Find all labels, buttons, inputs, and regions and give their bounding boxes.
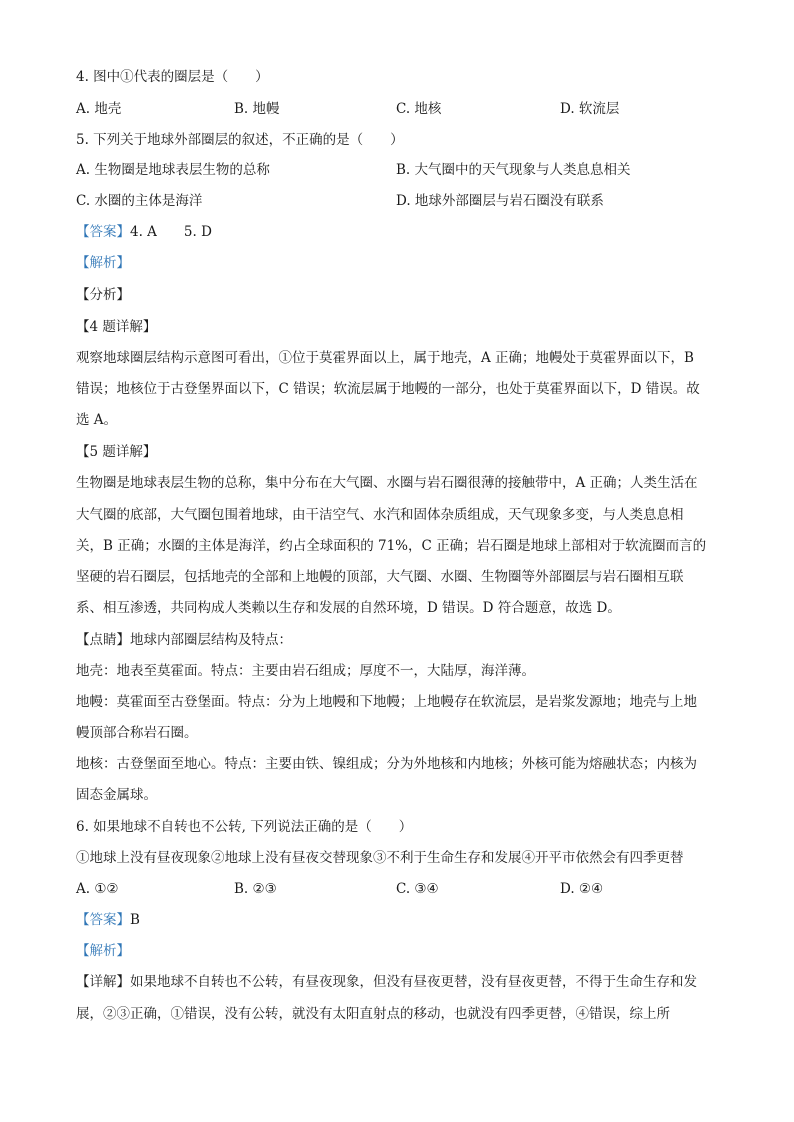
q6-option-a: A. ①② (76, 881, 119, 897)
q5-option-b: B. 大气圈中的天气现象与人类息息相关 (396, 162, 631, 178)
answer-4-5 (76, 222, 726, 242)
q6-option-c: C. ③④ (396, 881, 439, 897)
q5-option-d: D. 地球外部圈层与岩石圈没有联系 (396, 193, 604, 209)
detail-4-title: 【4 题详解】 (76, 319, 157, 335)
jiexi-heading: 【解析】 (76, 255, 130, 271)
q4-option-c: C. 地核 (396, 101, 442, 117)
detail-5-title: 【5 题详解】 (76, 444, 157, 460)
answer-text: B (130, 912, 140, 928)
q6-option-d: D. ②④ (560, 881, 604, 897)
jiexi-heading: 【解析】 (76, 943, 130, 959)
detail-5-line: 系、相互渗透，共同构成人类赖以生存和发展的自然环境，D 错误。D 符合题意，故选 D。 (76, 600, 621, 616)
q5-option-a: A. 生物圈是地球表层生物的总称 (76, 162, 270, 178)
detail-5-line: 大气圈的底部，大气圈包围着地球，由干洁空气、水汽和固体杂质组成，天气现象多变，与人类息息相 (76, 507, 684, 523)
dianjing-line: 固态金属球。 (76, 787, 157, 803)
question-4-stem: 4. 图中①代表的圈层是（ ） (76, 69, 269, 85)
dianjing-line: 地核：古登堡面至地心。特点：主要由铁、镍组成；分为外地核和内地核；外核可能为熔融状态；内核为 (76, 756, 697, 772)
detail-6-line (76, 972, 726, 992)
dianjing-line: 地壳：地表至莫霍面。特点：主要由岩石组成；厚度不一，大陆厚，海洋薄。 (76, 663, 535, 679)
q6-option-b: B. ②③ (234, 881, 277, 897)
detail-4-line: 错误；地核位于古登堡界面以下，C 错误；软流层属于地幔的一部分，也处于莫霍界面以下，D 错误。故 (76, 381, 700, 397)
q5-option-c: C. 水圈的主体是海洋 (76, 193, 203, 209)
question-5-stem: 5. 下列关于地球外部圈层的叙述，不正确的是（ ） (76, 132, 404, 148)
dianjing-heading (76, 630, 726, 650)
answer-tag: 【答案】 (76, 224, 130, 240)
detail-6-text: 如果地球不自转也不公转，有昼夜现象，但没有昼夜更替，没有昼夜更替，不得于生命生存和发 (130, 974, 697, 990)
detail-4-line: 观察地球圈层结构示意图可看出，①位于莫霍界面以上，属于地壳，A 正确；地幔处于莫霍界面以下，B (76, 350, 694, 366)
dianjing-text: 地球内部圈层结构及特点： (130, 632, 292, 648)
detail-5-line: 生物圈是地球表层生物的总称，集中分布在大气圈、水圈与岩石圈很薄的接触带中，A 正确；人类生活在 (76, 475, 698, 491)
question-6-stem: 6. 如果地球不自转也不公转, 下列说法正确的是（ ） (76, 819, 413, 835)
answer-6 (76, 910, 726, 930)
answer-text: 4. A 5. D (130, 224, 212, 240)
q4-option-b: B. 地幔 (234, 101, 280, 117)
detail-5-line: 坚硬的岩石圈层，包括地壳的全部和上地幔的顶部，大气圈、水圈、生物圈等外部圈层与岩石圈相互联 (76, 569, 684, 585)
q4-option-a: A. 地壳 (76, 101, 122, 117)
detail-5-line: 关，B 正确；水圈的主体是海洋，约占全球面积的 71%，C 正确；岩石圈是地球上部相对于软流圈而言的 (76, 538, 707, 554)
q4-option-d: D. 软流层 (560, 101, 620, 117)
dianjing-tag: 【点睛】 (76, 632, 130, 648)
answer-tag: 【答案】 (76, 912, 130, 928)
detail-6-tag: 【详解】 (76, 974, 130, 990)
question-6-statements: ①地球上没有昼夜现象②地球上没有昼夜交替现象③不利于生命生存和发展④开平市依然会有四季更替 (76, 850, 684, 866)
detail-4-line: 选 A。 (76, 412, 118, 428)
detail-6-line: 展，②③正确，①错误，没有公转，就没有太阳直射点的移动，也就没有四季更替，④错误，综上所 (76, 1006, 670, 1022)
dianjing-line: 幔顶部合称岩石圈。 (76, 725, 198, 741)
fenxi-heading: 【分析】 (76, 287, 130, 303)
dianjing-line: 地幔：莫霍面至古登堡面。特点：分为上地幔和下地幔；上地幔存在软流层，是岩浆发源地；地壳与上地 (76, 694, 697, 710)
